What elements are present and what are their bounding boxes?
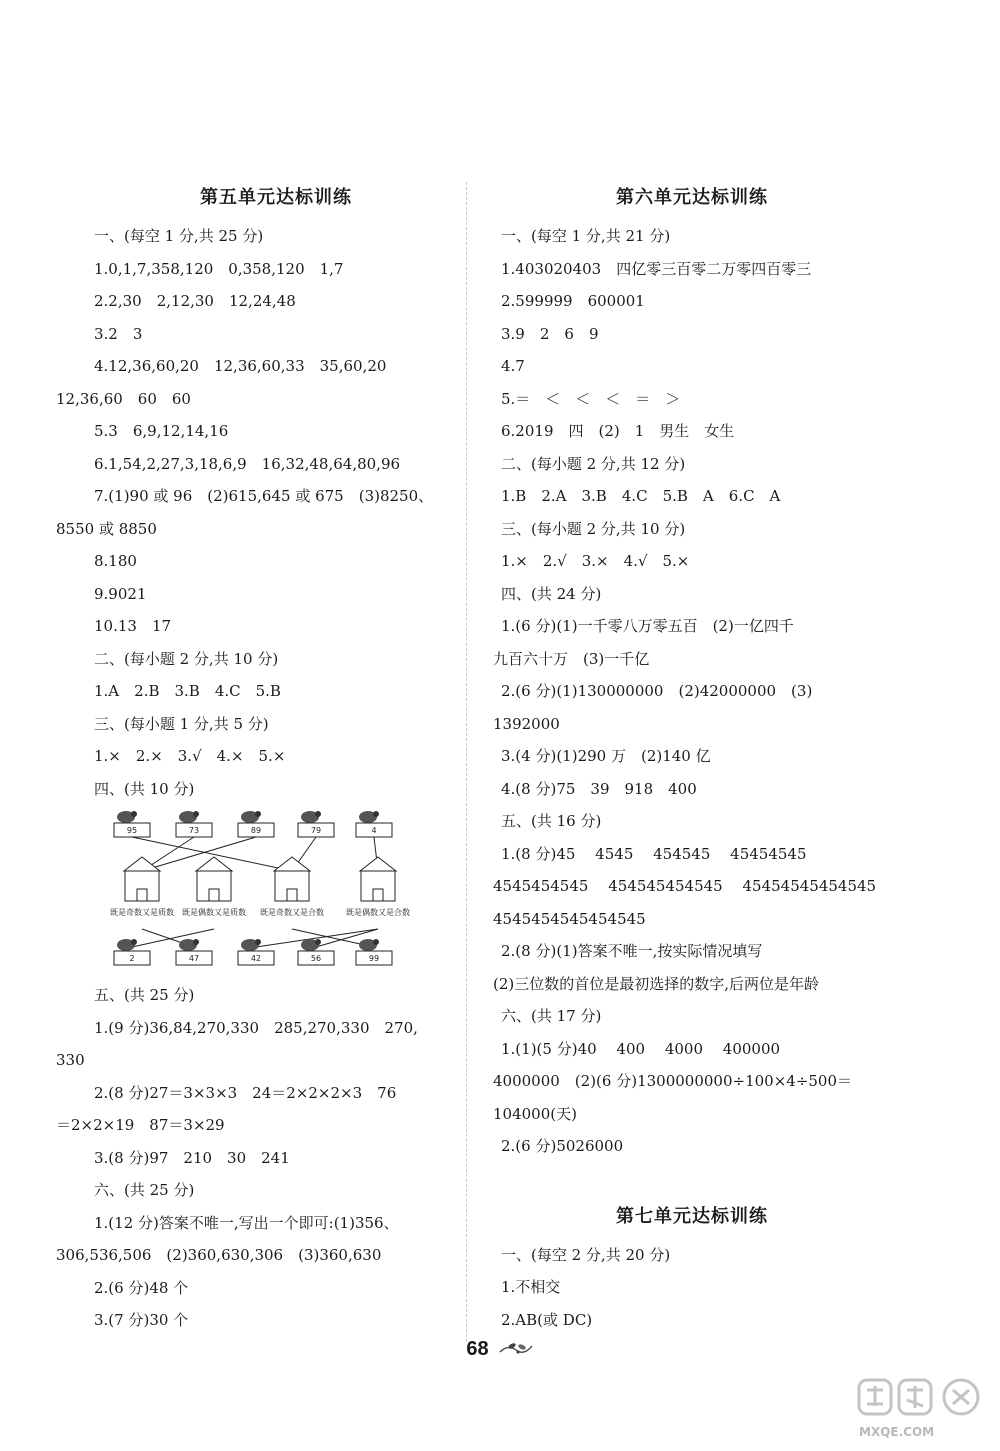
answer-line: 2.(6 分)(1)130000000 (2)42000000 (3)	[501, 682, 813, 700]
answer-line: 3.2 3	[94, 324, 143, 343]
answer-line: 2.AB(或 DC)	[501, 1310, 593, 1329]
house-label: 既是奇数又是合数	[260, 908, 324, 917]
house-roof	[360, 857, 396, 871]
answer-continuation: 4545454545454545	[493, 909, 646, 928]
unit6-title: 第六单元达标训练	[616, 187, 768, 208]
unit5-answers-part1	[56, 220, 462, 805]
watermark-icon	[855, 1378, 990, 1444]
answer-continuation: 九百六十万 (3)一千亿	[493, 649, 650, 668]
section-heading: 三、(每小题 2 分,共 10 分)	[501, 519, 686, 538]
house-door	[209, 889, 219, 901]
house-roof	[274, 857, 310, 871]
answer-continuation: 12,36,60 60 60	[56, 389, 191, 408]
answer-line: 1.(1)(5 分)40 400 4000 400000	[501, 1039, 781, 1058]
house-door	[373, 889, 383, 901]
bottom-number: 56	[310, 954, 322, 963]
mascot-head-icon	[315, 939, 321, 945]
section-heading: 一、(每空 2 分,共 20 分)	[501, 1245, 671, 1264]
answer-line: 2.(8 分)27＝3×3×3 24＝2×2×2×3 76	[94, 1083, 397, 1102]
section-heading: 五、(共 16 分)	[501, 812, 602, 830]
house-roof	[124, 857, 160, 871]
answer-continuation: 306,536,506 (2)360,630,306 (3)360,630	[56, 1246, 382, 1264]
svg-text:MXQE.COM: MXQE.COM	[859, 1425, 935, 1439]
answer-line: 4.7	[501, 357, 525, 375]
matching-diagram	[102, 807, 422, 975]
section-heading: 四、(共 24 分)	[501, 584, 602, 603]
answer-line: 2.2,30 2,12,30 12,24,48	[94, 292, 296, 310]
answer-line: 1.0,1,7,358,120 0,358,120 1,7	[94, 259, 344, 278]
answer-continuation: 4000000 (2)(6 分)1300000000÷100×4÷500＝	[493, 1072, 853, 1090]
page-number: 68	[466, 1338, 489, 1360]
section-heading: 一、(每空 1 分,共 21 分)	[501, 227, 671, 245]
mascot-head-icon	[131, 811, 137, 817]
top-number: 4	[371, 826, 377, 835]
house-label: 既是偶数又是质数	[182, 908, 246, 917]
section-heading: 六、(共 17 分)	[501, 1007, 602, 1025]
unit7-title: 第七单元达标训练	[616, 1205, 768, 1227]
bottom-number: 99	[368, 954, 380, 963]
answer-line: 1.(9 分)36,84,270,330 285,270,330 270,	[94, 1018, 418, 1037]
answer-continuation: 330	[56, 1051, 85, 1069]
section-heading: 六、(共 25 分)	[94, 1181, 195, 1199]
unit7-answers	[497, 1239, 887, 1337]
answer-line: 3.(4 分)(1)290 万 (2)140 亿	[501, 747, 711, 765]
mascot-head-icon	[193, 811, 199, 817]
answer-line: 2.599999 600001	[501, 292, 645, 310]
answer-line: 1.(12 分)答案不唯一,写出一个即可:(1)356、	[94, 1213, 399, 1232]
page-footer	[0, 1338, 1000, 1362]
answer-line: 7.(1)90 或 96 (2)615,645 或 675 (3)8250、	[94, 487, 434, 505]
answer-line: 4.(8 分)75 39 918 400	[501, 779, 697, 798]
answer-line: 1.× 2.× 3.√ 4.× 5.×	[94, 747, 286, 765]
answer-line: 4.12,36,60,20 12,36,60,33 35,60,20	[94, 357, 387, 375]
section-heading: 五、(共 25 分)	[94, 986, 195, 1004]
answer-line: 9.9021	[94, 584, 147, 603]
mascot-head-icon	[131, 939, 137, 945]
house-roof	[196, 857, 232, 871]
answer-line: 1.403020403 四亿零三百零二万零四百零三	[501, 259, 812, 278]
answer-continuation: 8550 或 8850	[56, 519, 157, 538]
leaf-ornament-icon	[498, 1340, 534, 1362]
answer-line: 1.(6 分)(1)一千零八万零五百 (2)一亿四千	[501, 617, 794, 635]
answer-continuation: 104000(天)	[493, 1104, 577, 1123]
bottom-number: 2	[129, 954, 135, 963]
house-door	[287, 889, 297, 901]
unit6-answers	[493, 220, 887, 1163]
answer-line: 1.B 2.A 3.B 4.C 5.B A 6.C A	[501, 487, 781, 505]
house-door	[137, 889, 147, 901]
answer-line: 3.9 2 6 9	[501, 324, 599, 343]
house-label: 既是偶数又是合数	[346, 908, 410, 917]
unit5-title: 第五单元达标训练	[200, 187, 352, 208]
section-heading: 一、(每空 1 分,共 25 分)	[94, 227, 264, 245]
matching-diagram-svg	[102, 807, 422, 975]
answer-line: 2.(8 分)(1)答案不唯一,按实际情况填写	[501, 942, 763, 960]
mascot-head-icon	[255, 939, 261, 945]
answer-line: 3.(7 分)30 个	[94, 1311, 189, 1329]
mascot-head-icon	[315, 811, 321, 817]
answer-continuation: 4545454545 454545454545 45454545454545	[493, 877, 877, 895]
top-number: 95	[126, 826, 138, 835]
left-column	[56, 180, 462, 1337]
answer-continuation: (2)三位数的首位是最初选择的数字,后两位是年龄	[493, 974, 820, 993]
answer-line: 1.不相交	[501, 1278, 561, 1296]
unit5-answers-part2	[56, 979, 462, 1337]
answer-continuation: ＝2×2×19 87＝3×29	[56, 1116, 225, 1134]
answer-line: 3.(8 分)97 210 30 241	[94, 1148, 290, 1167]
answer-line: 6.2019 四 (2) 1 男生 女生	[501, 422, 735, 440]
bottom-number: 47	[188, 954, 200, 963]
mascot-head-icon	[193, 939, 199, 945]
answer-line: 1.(8 分)45 4545 454545 45454545	[501, 844, 807, 863]
watermark-logo	[855, 1378, 990, 1444]
top-number: 89	[250, 826, 262, 835]
top-number: 73	[188, 826, 200, 835]
answer-line: 5.3 6,9,12,14,16	[94, 422, 229, 440]
answer-line: 1.× 2.√ 3.× 4.√ 5.×	[501, 552, 690, 570]
mascot-head-icon	[373, 811, 379, 817]
house-label: 既是奇数又是质数	[110, 908, 174, 917]
answer-line: 8.180	[94, 552, 137, 570]
column-divider	[466, 182, 467, 1342]
answer-line: 2.(6 分)5026000	[501, 1137, 624, 1155]
answer-continuation: 1392000	[493, 714, 560, 733]
answer-line: 10.13 17	[94, 617, 172, 635]
right-column	[493, 180, 887, 1336]
answer-line: 6.1,54,2,27,3,18,6,9 16,32,48,64,80,96	[94, 454, 401, 473]
answer-line: 1.A 2.B 3.B 4.C 5.B	[94, 682, 281, 700]
connector-line	[132, 929, 214, 947]
mascot-head-icon	[373, 939, 379, 945]
section-heading: 三、(每小题 1 分,共 5 分)	[94, 714, 269, 733]
top-number: 79	[310, 826, 322, 835]
answer-line: 2.(6 分)48 个	[94, 1278, 189, 1297]
section-heading: 四、(共 10 分)	[94, 779, 195, 798]
answer-line: 5.＝ ＜ ＜ ＜ ＝ ＞	[501, 389, 681, 408]
connector-line	[142, 837, 256, 871]
mascot-head-icon	[255, 811, 261, 817]
bottom-number: 42	[250, 954, 262, 963]
section-heading: 二、(每小题 2 分,共 12 分)	[501, 454, 686, 473]
section-heading: 二、(每小题 2 分,共 10 分)	[94, 649, 279, 668]
